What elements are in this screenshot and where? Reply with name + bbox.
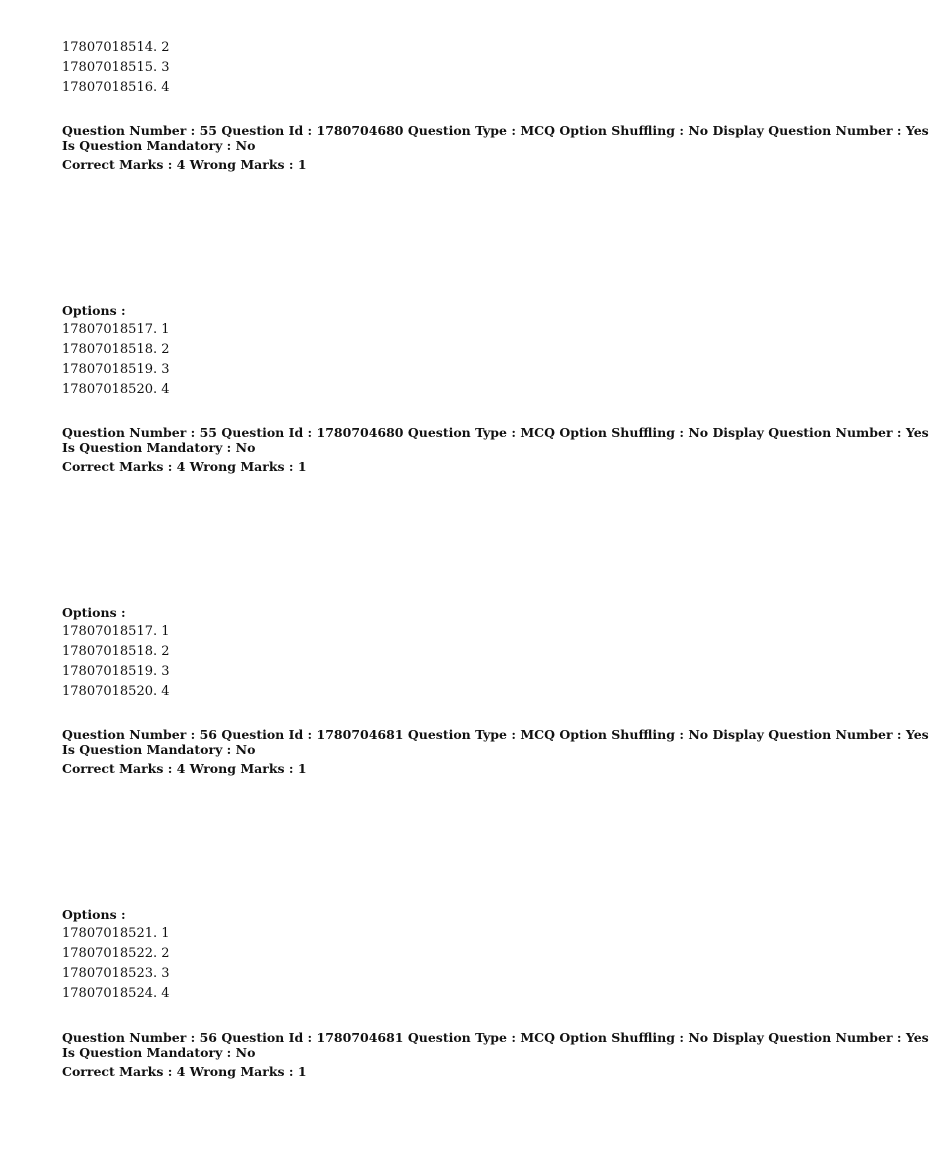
option-line: 17807018520. 4 [62, 684, 170, 699]
option-line: 17807018523. 3 [62, 966, 170, 981]
question-meta: Question Number : 55 Question Id : 1780704680 Question Type : MCQ Option Shuffling : No Display Question Number : Yes [62, 123, 929, 138]
options-label: Options : [62, 907, 126, 922]
question-marks: Correct Marks : 4 Wrong Marks : 1 [62, 761, 307, 776]
option-line: 17807018519. 3 [62, 664, 170, 679]
option-line: 17807018518. 2 [62, 342, 170, 357]
option-line: 17807018520. 4 [62, 382, 170, 397]
option-line: 17807018522. 2 [62, 946, 170, 961]
question-mandatory: Is Question Mandatory : No [62, 440, 256, 455]
option-line: 17807018517. 1 [62, 624, 170, 639]
option-line: 17807018521. 1 [62, 926, 170, 941]
question-marks: Correct Marks : 4 Wrong Marks : 1 [62, 1064, 307, 1079]
options-label: Options : [62, 303, 126, 318]
option-line: 17807018519. 3 [62, 362, 170, 377]
options-label: Options : [62, 605, 126, 620]
question-meta: Question Number : 56 Question Id : 1780704681 Question Type : MCQ Option Shuffling : No Display Question Number : Yes [62, 727, 929, 742]
option-line: 17807018518. 2 [62, 644, 170, 659]
question-header [62, 123, 929, 172]
question-meta: Question Number : 56 Question Id : 1780704681 Question Type : MCQ Option Shuffling : No Display Question Number : Yes [62, 1030, 929, 1045]
question-header [62, 727, 929, 776]
option-line: 17807018514. 2 [62, 40, 170, 55]
question-mandatory: Is Question Mandatory : No [62, 1045, 256, 1060]
question-marks: Correct Marks : 4 Wrong Marks : 1 [62, 459, 307, 474]
option-line: 17807018516. 4 [62, 80, 170, 95]
question-marks: Correct Marks : 4 Wrong Marks : 1 [62, 157, 307, 172]
question-mandatory: Is Question Mandatory : No [62, 742, 256, 757]
option-line: 17807018517. 1 [62, 322, 170, 337]
question-meta: Question Number : 55 Question Id : 1780704680 Question Type : MCQ Option Shuffling : No Display Question Number : Yes [62, 425, 929, 440]
question-header [62, 425, 929, 474]
option-line: 17807018515. 3 [62, 60, 170, 75]
option-line: 17807018524. 4 [62, 986, 170, 1001]
question-mandatory: Is Question Mandatory : No [62, 138, 256, 153]
question-header [62, 1030, 929, 1079]
